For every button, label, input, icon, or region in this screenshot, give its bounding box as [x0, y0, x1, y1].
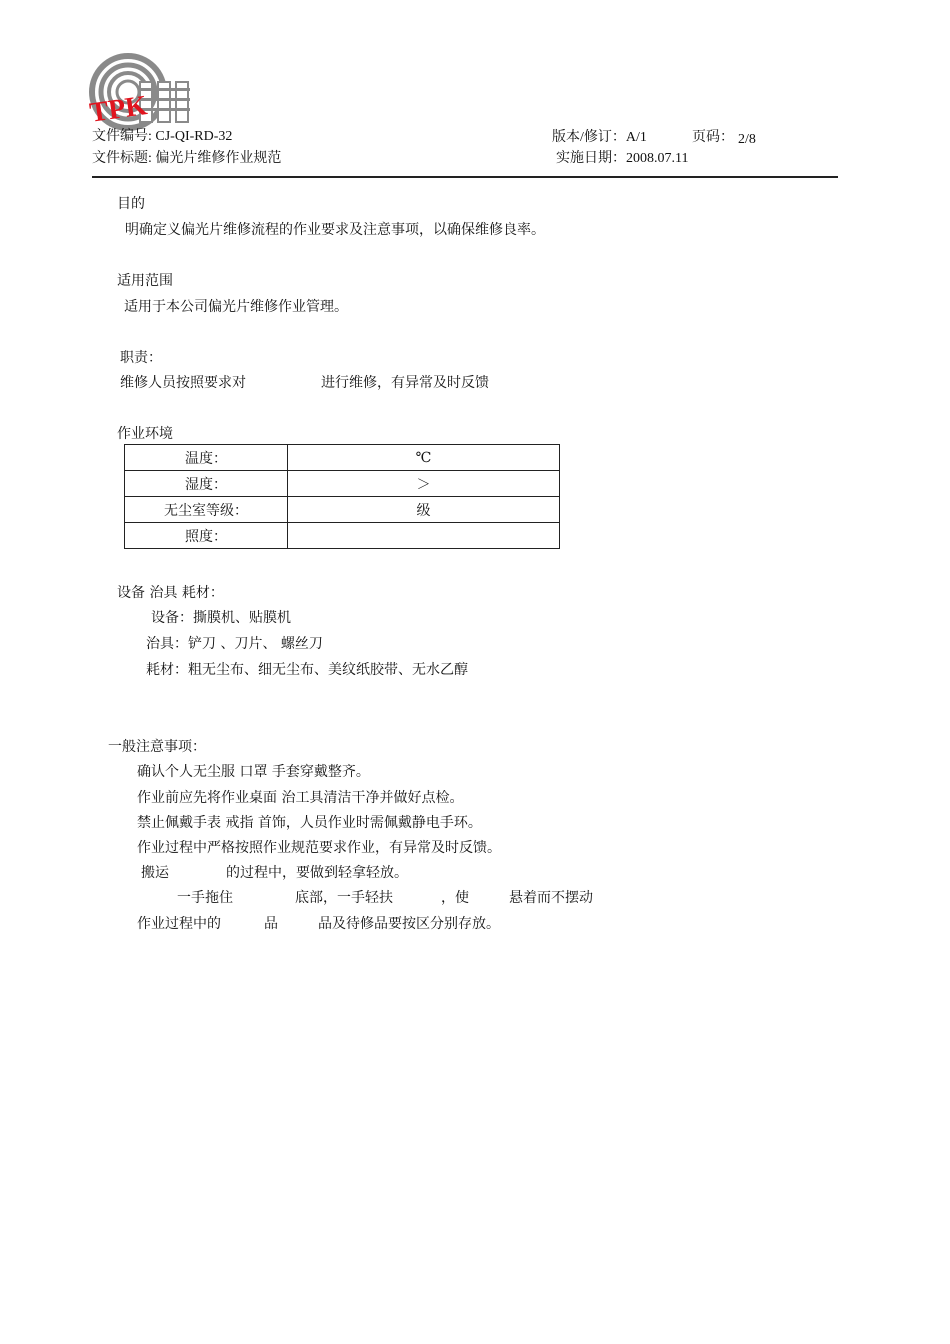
note-item-3: 禁止佩戴手表 戒指 首饰，人员作业时需佩戴静电手环。	[137, 815, 482, 831]
note-item-5a: 搬运	[141, 865, 169, 881]
note-item-7a: 作业过程中的	[137, 916, 221, 932]
fixtures-list: 治具：铲刀 、刀片、 螺丝刀	[146, 636, 323, 652]
document-title: 文件标题: 偏光片维修作业规范	[92, 151, 282, 166]
env-value-cleanroom: 级	[288, 497, 560, 523]
logo-text: TPK	[88, 90, 150, 129]
note-item-6a: 一手拖住	[177, 890, 233, 906]
logo-emblem	[88, 52, 200, 132]
page-label: 页码：	[692, 130, 734, 145]
env-label-cleanroom: 无尘室等级：	[125, 497, 288, 523]
table-row	[125, 445, 560, 471]
consumables-list: 耗材：粗无尘布、细无尘布、美纹纸胶带、无水乙醇	[146, 662, 468, 678]
company-logo	[88, 52, 200, 132]
scope-text: 适用于本公司偏光片维修作业管理。	[124, 299, 348, 315]
env-value-humidity: ＞	[288, 471, 560, 497]
table-row	[125, 471, 560, 497]
note-item-6b: 底部，一手轻扶	[295, 890, 393, 906]
scope-heading: 适用范围	[117, 273, 173, 289]
header-divider	[92, 176, 838, 178]
equipment-heading: 设备 治具 耗材：	[117, 585, 224, 601]
responsibility-heading: 职责：	[120, 350, 162, 366]
table-row	[125, 523, 560, 549]
note-item-6d: 悬着而不摆动	[509, 890, 593, 906]
effective-date: 实施日期：2008.07.11	[556, 151, 689, 166]
note-item-5b: 的过程中，要做到轻拿轻放。	[226, 865, 408, 881]
page-number: 2/8	[738, 132, 756, 147]
responsibility-text-a: 维修人员按照要求对	[120, 375, 246, 391]
document-number: 文件编号: CJ-QI-RD-32	[92, 129, 233, 144]
env-label-illuminance: 照度：	[125, 523, 288, 549]
purpose-heading: 目的	[117, 196, 145, 212]
notes-heading: 一般注意事项：	[108, 739, 206, 755]
note-item-4: 作业过程中严格按照作业规范要求作业，有异常及时反馈。	[137, 840, 501, 856]
env-label-humidity: 湿度：	[125, 471, 288, 497]
table-row	[125, 497, 560, 523]
version-revision: 版本/修订：A/1	[552, 130, 647, 145]
responsibility-text-b: 进行维修，有异常及时反馈	[321, 375, 489, 391]
note-item-2: 作业前应先将作业桌面 治工具清洁干净并做好点检。	[137, 790, 464, 806]
env-value-temperature: ℃	[288, 445, 560, 471]
note-item-6c: ，使	[441, 890, 469, 906]
env-value-illuminance	[288, 523, 560, 549]
environment-heading: 作业环境	[117, 426, 173, 442]
environment-table	[124, 444, 560, 549]
equipment-list: 设备：撕膜机、贴膜机	[151, 610, 291, 626]
note-item-7b: 品	[264, 916, 278, 932]
note-item-7c: 品及待修品要按区分别存放。	[318, 916, 500, 932]
env-label-temperature: 温度：	[125, 445, 288, 471]
purpose-text: 明确定义偏光片维修流程的作业要求及注意事项，以确保维修良率。	[125, 222, 545, 238]
note-item-1: 确认个人无尘服 口罩 手套穿戴整齐。	[137, 764, 370, 780]
